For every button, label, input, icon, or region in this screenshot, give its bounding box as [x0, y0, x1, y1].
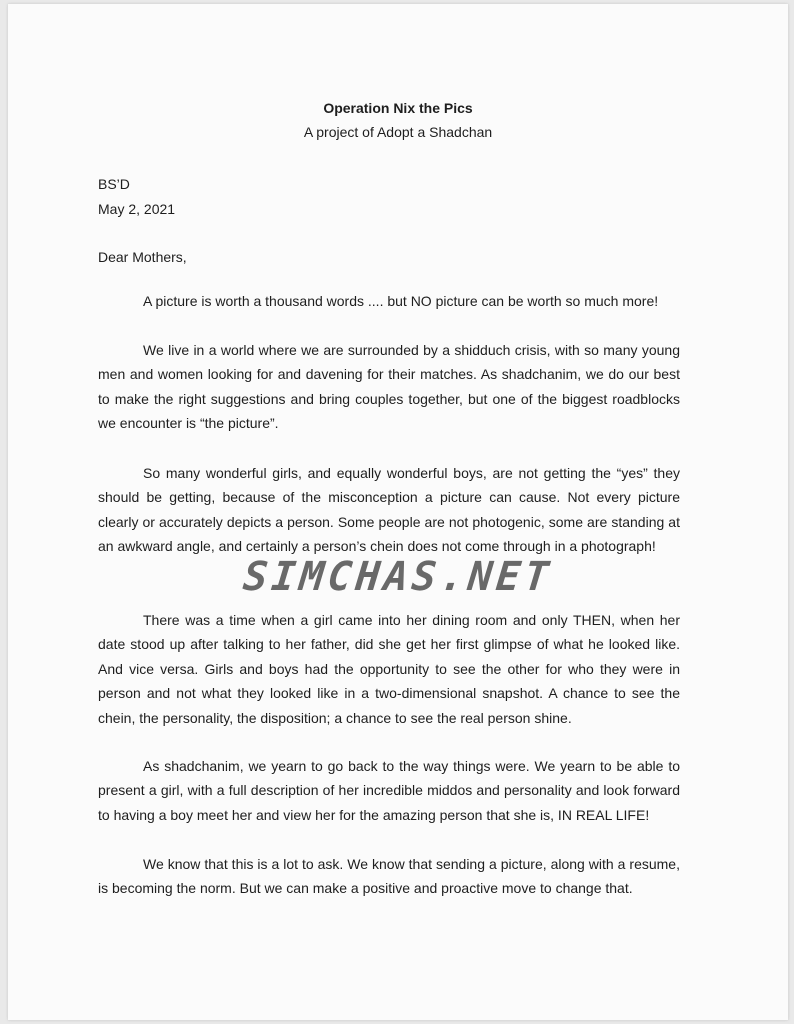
document-page: [8, 4, 788, 1020]
document-subtitle: A project of Adopt a Shadchan: [303, 124, 493, 140]
paragraph-6: We know that this is a lot to ask. We know that sending a picture, along with a resume, is becoming the norm. But we can make a positive and proactive move to change that.: [98, 856, 680, 897]
watermark: SIMCHAS.NET: [241, 554, 555, 600]
document-title: Operation Nix the Pics: [323, 100, 473, 116]
paragraph-4: There was a time when a girl came into her dining room and only THEN, when her date stood up after talking to her father, did she get her first glimpse of what he looked like. And vice versa. Girls and boys had the opportunity to see the other for who they were in person and not what they looked like in a two-dimensional snapshot. A chance to see the chein, the personality, the disposition; a chance to see the real person shine.: [98, 612, 680, 726]
paragraph-5: As shadchanim, we yearn to go back to the way things were. We yearn to be able to present a girl, with a full description of her incredible middos and personality and look forward to having a boy meet her and view her for the amazing person that she is, IN REAL LIFE!: [98, 758, 680, 823]
letter-date: May 2, 2021: [98, 201, 176, 217]
salutation: Dear Mothers,: [98, 249, 187, 265]
paragraph-2: We live in a world where we are surrounded by a shidduch crisis, with so many young men and women looking for and davening for their matches. As shadchanim, we do our best to make the right suggestions and bring couples together, but one of the biggest roadblocks we encounter is “the picture”.: [98, 342, 680, 432]
paragraph-1: A picture is worth a thousand words .... but NO picture can be worth so much more!: [143, 293, 659, 309]
paragraph-3: So many wonderful girls, and equally wonderful boys, are not getting the “yes” they should be getting, because of the misconception a picture can cause. Not every picture clearly or accurately depicts a person. Some people are not photogenic, some are standing at an awkward angle, and certainly a person’s chein does not come through in a photograph!: [98, 465, 680, 555]
header-bsd: BS’D: [98, 176, 130, 192]
